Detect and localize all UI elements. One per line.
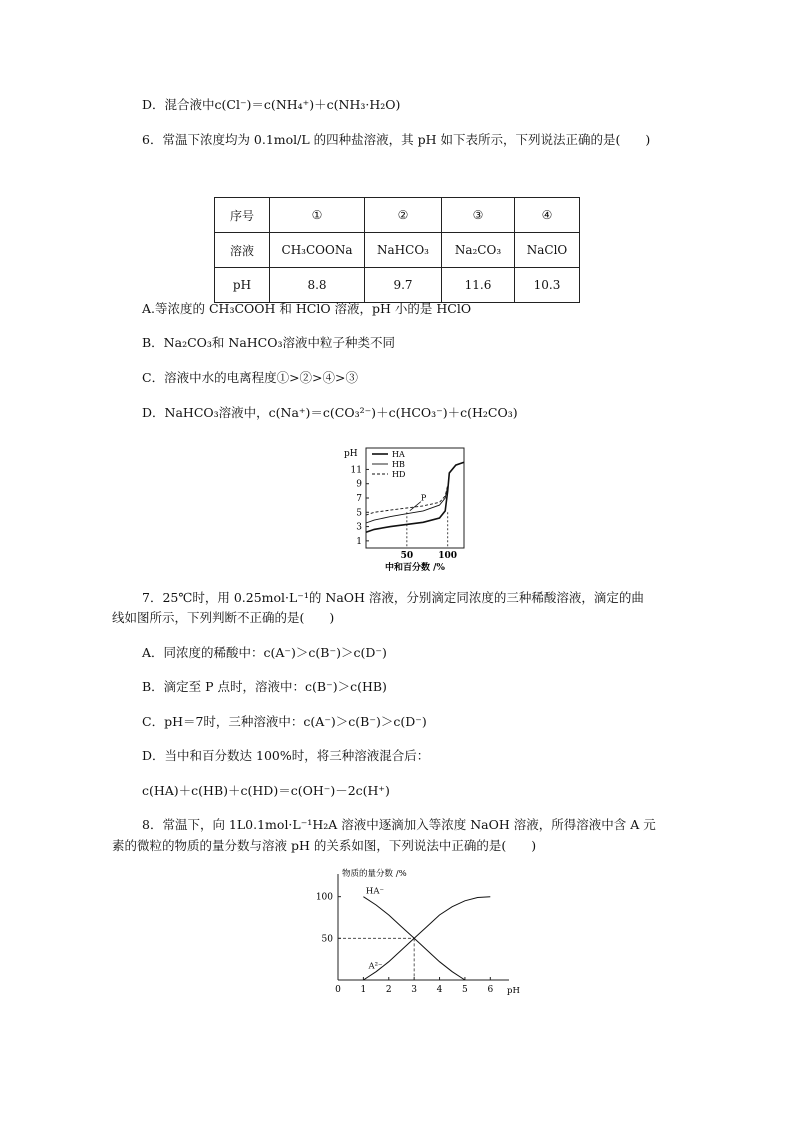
table-cell: 10.3 bbox=[515, 268, 580, 303]
y-tick-label: 50 bbox=[321, 934, 333, 945]
y-tick-label: 3 bbox=[356, 522, 362, 533]
y-tick-label: 9 bbox=[356, 479, 362, 490]
legend-label: HD bbox=[392, 470, 406, 479]
y-axis-label: pH bbox=[344, 449, 358, 459]
q7-option-b: B．滴定至 P 点时，溶液中：c(B⁻)＞c(HB) bbox=[142, 679, 387, 694]
x-tick-label: 0 bbox=[335, 985, 341, 995]
series-label: A²⁻ bbox=[368, 961, 383, 972]
table-cell: ① bbox=[270, 198, 365, 233]
q7-option-c: C．pH＝7时，三种溶液中：c(A⁻)＞c(B⁻)＞c(D⁻) bbox=[142, 714, 427, 729]
table-cell: ④ bbox=[515, 198, 580, 233]
table-cell: 11.6 bbox=[442, 268, 515, 303]
x-axis-label: pH bbox=[507, 986, 520, 996]
table-row bbox=[215, 268, 580, 303]
q8-stem-line1: 8．常温下，向 1L0.1mol·L⁻¹H₂A 溶液中逐滴加入等浓度 NaOH 溶液，所得溶液中含 A 元 bbox=[142, 817, 656, 832]
q7-stem-line2: 线如图所示，下列判断不正确的是( ) bbox=[112, 610, 335, 625]
legend-label: HA bbox=[392, 450, 405, 459]
table-row bbox=[215, 233, 580, 268]
x-axis-label: 中和百分数 /% bbox=[385, 563, 445, 572]
q5-option-d: D．混合液中c(Cl⁻)＝c(NH₄⁺)＋c(NH₃·H₂O) bbox=[142, 97, 401, 112]
x-tick-label: 100 bbox=[438, 551, 458, 561]
table-cell: 9.7 bbox=[365, 268, 442, 303]
table-cell: 序号 bbox=[215, 198, 270, 233]
table-cell: NaClO bbox=[515, 233, 580, 268]
y-tick-label: 5 bbox=[356, 508, 362, 519]
table-cell: ② bbox=[365, 198, 442, 233]
table-cell: 8.8 bbox=[270, 268, 365, 303]
annotation-arrow bbox=[410, 502, 421, 511]
x-tick-label: 3 bbox=[411, 985, 418, 995]
table-cell: NaHCO₃ bbox=[365, 233, 442, 268]
plot-frame bbox=[366, 448, 464, 548]
x-tick-label: 6 bbox=[487, 985, 494, 995]
table-cell: pH bbox=[215, 268, 270, 303]
q7-option-a: A．同浓度的稀酸中：c(A⁻)＞c(B⁻)＞c(D⁻) bbox=[142, 645, 387, 660]
q6-stem: 6．常温下浓度均为 0.1mol/L 的四种盐溶液，其 pH 如下表所示，下列说法正确的是( ) bbox=[142, 132, 651, 147]
annotation-p-label: P bbox=[420, 493, 427, 503]
y-axis-label: 物质的量分数 /% bbox=[342, 869, 407, 879]
x-tick-label: 4 bbox=[436, 985, 443, 995]
y-tick-label: 100 bbox=[315, 892, 333, 903]
y-tick-label: 1 bbox=[356, 536, 362, 547]
q6-option-d: D．NaHCO₃溶液中，c(Na⁺)＝c(CO₃²⁻)＋c(HCO₃⁻)＋c(H₂CO₃) bbox=[142, 405, 518, 420]
q8-stem-line2: 素的微粒的物质的量分数与溶液 pH 的关系如图，下列说法中正确的是( ) bbox=[112, 838, 537, 853]
distribution-chart bbox=[310, 868, 520, 1003]
x-tick-label: 1 bbox=[360, 985, 367, 995]
legend-label: HB bbox=[392, 460, 405, 469]
x-tick-label: 5 bbox=[462, 985, 468, 995]
x-tick-label: 2 bbox=[385, 985, 392, 995]
series-ha-line bbox=[366, 462, 464, 532]
q7-stem-line1: 7．25℃时，用 0.25mol·L⁻¹的 NaOH 溶液，分别滴定同浓度的三种稀酸溶液，滴定的曲 bbox=[142, 590, 644, 605]
table-cell: ③ bbox=[442, 198, 515, 233]
x-tick-label: 50 bbox=[400, 551, 414, 561]
series-label: HA⁻ bbox=[365, 886, 384, 897]
table-cell: Na₂CO₃ bbox=[442, 233, 515, 268]
q6-option-c: C．溶液中水的电离程度①>②>④>③ bbox=[142, 370, 358, 385]
y-tick-label: 7 bbox=[356, 494, 362, 504]
titration-chart bbox=[338, 442, 478, 572]
table-header-row bbox=[215, 198, 580, 233]
table-cell: 溶液 bbox=[215, 233, 270, 268]
salt-ph-table bbox=[214, 197, 580, 303]
q6-option-b: B．Na₂CO₃和 NaHCO₃溶液中粒子种类不同 bbox=[142, 335, 395, 350]
q7-option-d: D．当中和百分数达 100%时，将三种溶液混合后： bbox=[142, 748, 430, 763]
q6-option-a: A.等浓度的 CH₃COOH 和 HClO 溶液，pH 小的是 HClO bbox=[142, 301, 472, 316]
series-hd-line bbox=[366, 485, 448, 515]
y-tick-label: 11 bbox=[350, 465, 362, 476]
table-cell: CH₃COONa bbox=[270, 233, 365, 268]
q7-option-d-equation: c(HA)＋c(HB)＋c(HD)＝c(OH⁻)－2c(H⁺) bbox=[142, 783, 390, 798]
